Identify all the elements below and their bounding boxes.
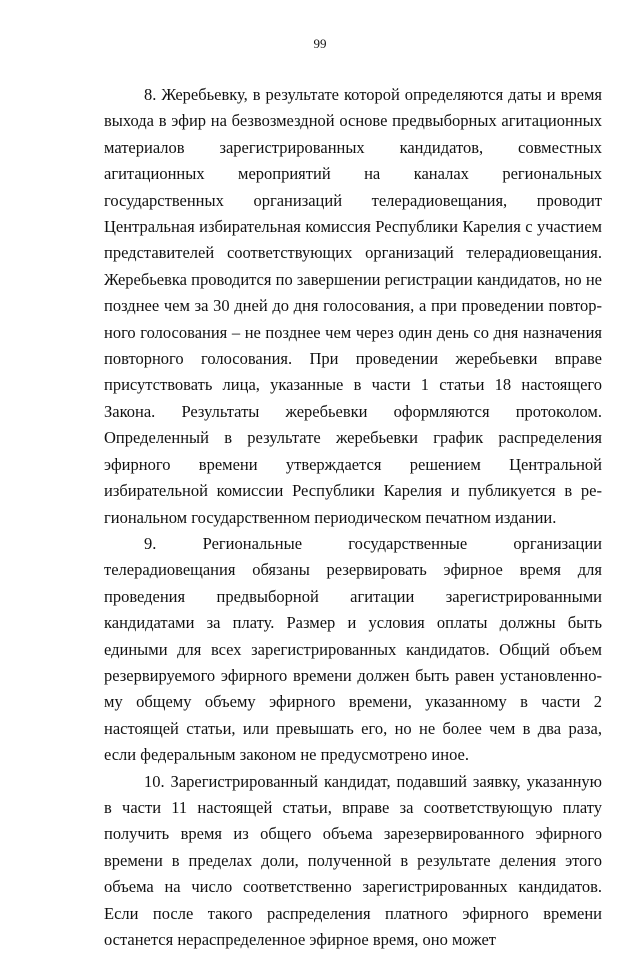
paragraph-9: 9. Региональные государственные организации телерадиовещания обязаны резервировать эфирное время для проведения предвыборной агитации зарегистрированными кандидатами за плату. Размер и условия оплаты должны быть едиными для всех зарегистрированных кандидатов. Общий объем резервируемого эфирного времени должен быть равен установленному общему объему эфирного времени, указанному в части 2 настоящей статьи, или превышать его, но не более чем в два раза, если федеральным законом не предусмотрено иное. (104, 533, 602, 765)
page-number: 99 (313, 36, 327, 51)
paragraph-8: 8. Жеребьевку, в результате которой определяются даты и время выхода в эфир на безвозмездной основе предвыборных агитационных материалов зарегистрированных кандидатов, совместных агитационных мероприятий на каналах региональных государственных организаций телерадиовещания, проводит Центральная избирательная комиссия Республики Карелия с участием представителей соответствующих организаций телерадиовещания. Жеребьевка проводится по завершении регистрации кандидатов, но не позднее чем за 30 дней до дня голосования, а при проведении повторного голосования – не позднее чем через один день со дня назначения повторного голосования. При проведении жеребьевки вправе присутствовать лица, указанные в части 1 статьи 18 настоящего Закона. Результаты жеребьевки оформляются протоколом. Определенный в результате жеребьевки график распределения эфирного времени утверждается решением Центральной избирательной комиссии Республики Карелия и публикуется в региональном государственном периодическом печатном издании. (104, 85, 602, 527)
paragraph-10: 10. Зарегистрированный кандидат, подавший заявку, указанную в части 11 настоящей статьи, вправе за соответствующую плату получить время из общего объема зарезервированного эфирного времени в пределах доли, полученной в результате деления этого объема на число соответственно зарегистрированных кандидатов. Если после такого распределения платного эфирного времени останется нераспределенное эфирное время, оно может (104, 771, 602, 949)
body-text (104, 82, 602, 953)
